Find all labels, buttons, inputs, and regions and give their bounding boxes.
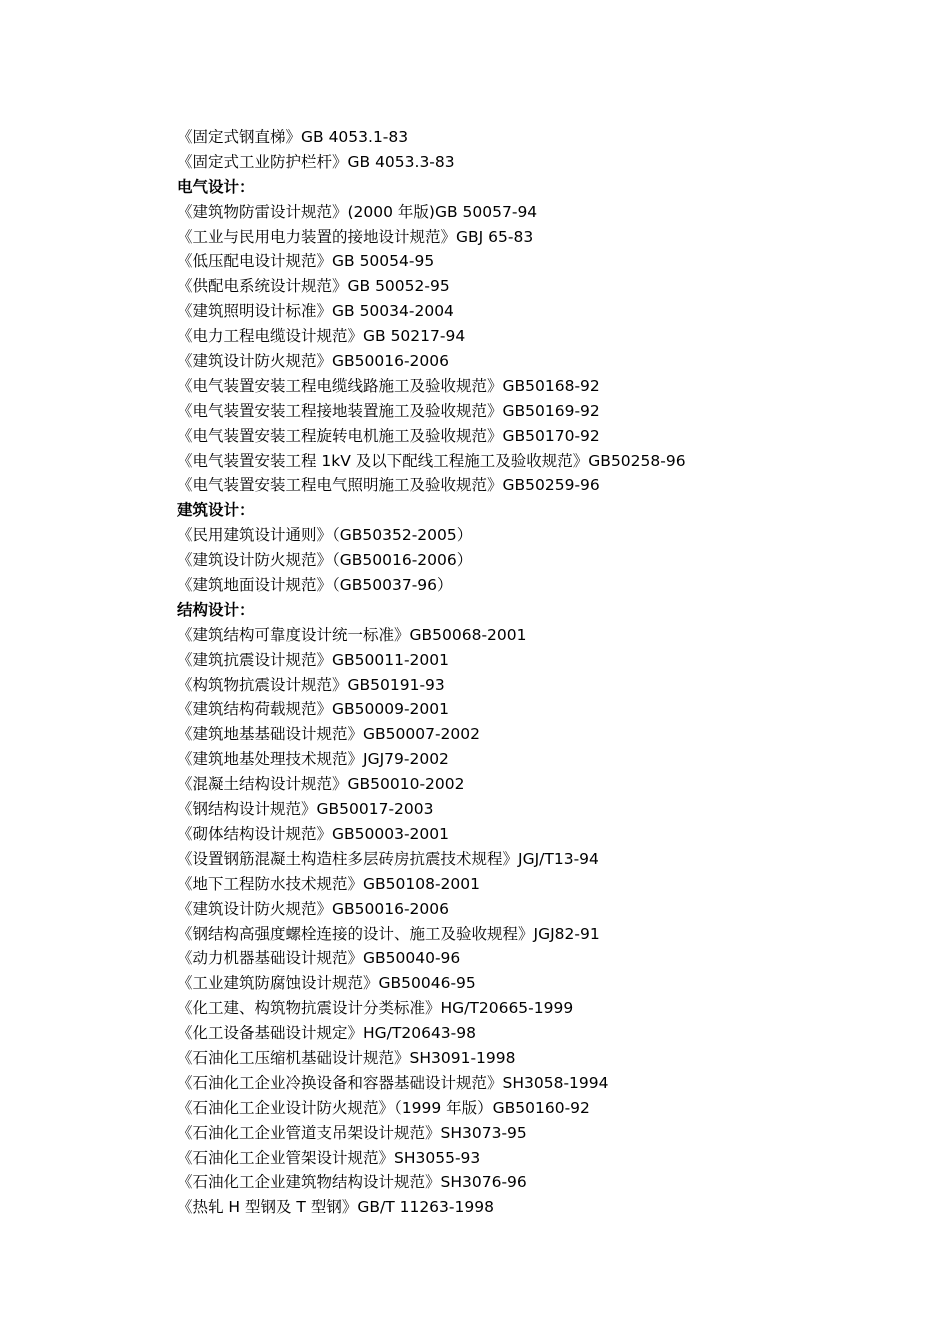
- standard-item: 《建筑地基处理技术规范》JGJ79-2002: [177, 750, 449, 769]
- section-heading: 结构设计：: [177, 600, 255, 619]
- standard-item: 《工业与民用电力装置的接地设计规范》GBJ 65-83: [177, 227, 534, 246]
- standard-item: 《建筑抗震设计规范》GB50011-2001: [177, 650, 449, 669]
- standard-item: 《建筑照明设计标准》GB 50034-2004: [177, 302, 454, 321]
- standard-item: 《电气装置安装工程电气照明施工及验收规范》GB50259-96: [177, 476, 600, 495]
- standard-item: 《电力工程电缆设计规范》GB 50217-94: [177, 327, 466, 346]
- standard-item: 《石油化工企业设计防火规范》（1999 年版）GB50160-92: [177, 1098, 590, 1117]
- standard-item: 《低压配电设计规范》GB 50054-95: [177, 252, 435, 271]
- standard-item: 《钢结构高强度螺栓连接的设计、施工及验收规程》JGJ82-91: [177, 924, 600, 943]
- standard-item: 《电气装置安装工程接地装置施工及验收规范》GB50169-92: [177, 401, 600, 420]
- standard-item: 《建筑地面设计规范》（GB50037-96）: [177, 576, 453, 595]
- standard-item: 《设置钢筋混凝土构造柱多层砖房抗震技术规程》JGJ/T13-94: [177, 849, 599, 868]
- standard-item: 《动力机器基础设计规范》GB50040-96: [177, 949, 461, 968]
- standard-item: 《建筑结构可靠度设计统一标准》GB50068-2001: [177, 625, 527, 644]
- standard-item: 《地下工程防水技术规范》GB50108-2001: [177, 874, 480, 893]
- standard-item: 《石油化工企业管架设计规范》SH3055-93: [177, 1148, 481, 1167]
- standard-item: 《电气装置安装工程 1kV 及以下配线工程施工及验收规范》GB50258-96: [177, 451, 686, 470]
- section-heading: 建筑设计：: [177, 501, 255, 520]
- standard-item: 《石油化工企业建筑物结构设计规范》SH3076-96: [177, 1173, 527, 1192]
- standard-item: 《供配电系统设计规范》GB 50052-95: [177, 277, 450, 296]
- standard-item: 《民用建筑设计通则》（GB50352-2005）: [177, 526, 473, 545]
- standard-item: 《混凝土结构设计规范》GB50010-2002: [177, 775, 465, 794]
- standard-item: 《工业建筑防腐蚀设计规范》GB50046-95: [177, 974, 476, 993]
- section-heading: 电气设计：: [177, 177, 255, 196]
- standard-item: 《热轧 H 型钢及 T 型钢》GB/T 11263-1998: [177, 1198, 494, 1217]
- standard-item: 《固定式工业防护栏杆》GB 4053.3-83: [177, 152, 455, 171]
- standard-item: 《建筑地基基础设计规范》GB50007-2002: [177, 725, 480, 744]
- standards-list: [177, 125, 897, 1220]
- standard-item: 《固定式钢直梯》GB 4053.1-83: [177, 128, 409, 146]
- standard-item: 《石油化工企业管道支吊架设计规范》SH3073-95: [177, 1123, 527, 1142]
- standard-item: 《钢结构设计规范》GB50017-2003: [177, 800, 434, 819]
- standard-item: 《建筑设计防火规范》GB50016-2006: [177, 899, 449, 918]
- standard-item: 《建筑结构荷载规范》GB50009-2001: [177, 700, 449, 719]
- standard-item: 《建筑设计防火规范》GB50016-2006: [177, 352, 449, 371]
- standard-item: 《电气装置安装工程旋转电机施工及验收规范》GB50170-92: [177, 426, 600, 445]
- standard-item: 《建筑设计防火规范》（GB50016-2006）: [177, 551, 473, 570]
- standard-item: 《电气装置安装工程电缆线路施工及验收规范》GB50168-92: [177, 376, 600, 395]
- standard-item: 《石油化工企业冷换设备和容器基础设计规范》SH3058-1994: [177, 1073, 609, 1092]
- standard-item: 《化工设备基础设计规定》HG/T20643-98: [177, 1024, 476, 1043]
- standard-item: 《构筑物抗震设计规范》GB50191-93: [177, 675, 445, 694]
- standard-item: 《建筑物防雷设计规范》(2000 年版)GB 50057-94: [177, 202, 538, 221]
- standard-item: 《砌体结构设计规范》GB50003-2001: [177, 824, 449, 843]
- standard-item: 《石油化工压缩机基础设计规范》SH3091-1998: [177, 1048, 516, 1067]
- standard-item: 《化工建、构筑物抗震设计分类标准》HG/T20665-1999: [177, 999, 574, 1018]
